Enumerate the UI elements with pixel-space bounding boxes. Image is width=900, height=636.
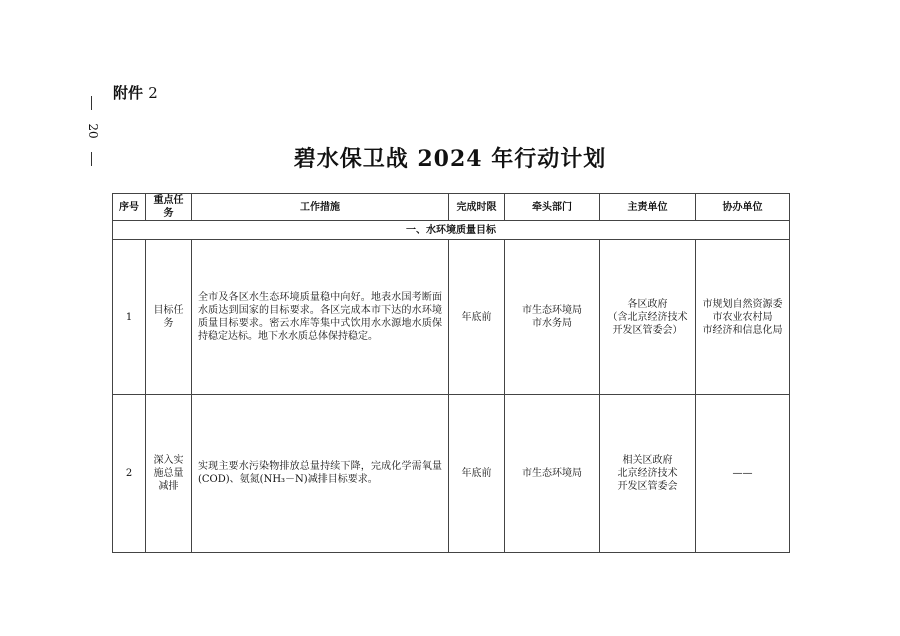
document-title: 碧水保卫战 2024 年行动计划 — [293, 146, 607, 172]
row-task: 目标任务 — [146, 240, 192, 394]
row-assist — [696, 240, 790, 394]
table-row — [113, 240, 790, 394]
row-measures: 全市及各区水生态环境质量稳中向好。地表水国考断面水质达到国家的目标要求。各区完成本市下达的水环境质量目标要求。密云水库等集中式饮用水水源地水质保持稳定达标。地下水水质总体保持稳定。 — [192, 240, 449, 394]
row-deadline: 年底前 — [449, 394, 505, 552]
row-assist-line: 市经济和信息化局 — [702, 324, 783, 336]
column-header-deadline: 完成时限 — [449, 194, 505, 221]
row-responsible-line: 相关区政府 — [622, 454, 673, 466]
row-index: 2 — [113, 394, 146, 552]
row-responsible — [600, 394, 696, 552]
column-header-task: 重点任务 — [146, 194, 192, 221]
row-responsible-line: 开发区管委会） — [612, 324, 683, 336]
row-responsible-line: （含北京经济技术 — [607, 311, 688, 323]
row-lead-line: 市生态环境局 — [522, 467, 582, 479]
row-assist — [696, 394, 790, 552]
section-row — [113, 221, 790, 240]
row-responsible-line: 各区政府 — [627, 298, 668, 310]
column-header-assist: 协办单位 — [696, 194, 790, 221]
column-header-measures: 工作措施 — [192, 194, 449, 221]
row-index: 1 — [113, 240, 146, 394]
action-plan-table — [112, 193, 790, 553]
column-header-lead: 牵头部门 — [505, 194, 600, 221]
attachment-label-text: 附件 — [113, 84, 144, 102]
row-assist-line: 市农业农村局 — [712, 311, 773, 323]
row-responsible-line: 北京经济技术 — [617, 467, 678, 479]
row-lead — [505, 394, 600, 552]
table-header-row — [113, 194, 790, 221]
column-header-index: 序号 — [113, 194, 146, 221]
row-lead — [505, 240, 600, 394]
attachment-label — [113, 82, 158, 103]
page-number-dash-top — [91, 96, 92, 110]
row-task: 深入实施总量减排 — [146, 394, 192, 552]
row-assist-line: 市规划自然资源委 — [702, 298, 783, 310]
column-header-responsible: 主责单位 — [600, 194, 696, 221]
table-row — [113, 394, 790, 552]
section-title: 一、水环境质量目标 — [113, 221, 790, 240]
attachment-number: 2 — [148, 84, 158, 102]
row-lead-line: 市生态环境局 — [522, 305, 582, 317]
row-deadline: 年底前 — [449, 240, 505, 394]
row-assist-line: —— — [732, 467, 753, 479]
row-responsible — [600, 240, 696, 394]
row-responsible-line: 开发区管委会 — [617, 480, 678, 492]
row-measures: 实现主要水污染物排放总量持续下降，完成化学需氧量(COD)、氨氮(NH₃－N)减排目标要求。 — [192, 394, 449, 552]
row-lead-line: 市水务局 — [532, 318, 572, 330]
page-number: 20 — [86, 123, 100, 139]
